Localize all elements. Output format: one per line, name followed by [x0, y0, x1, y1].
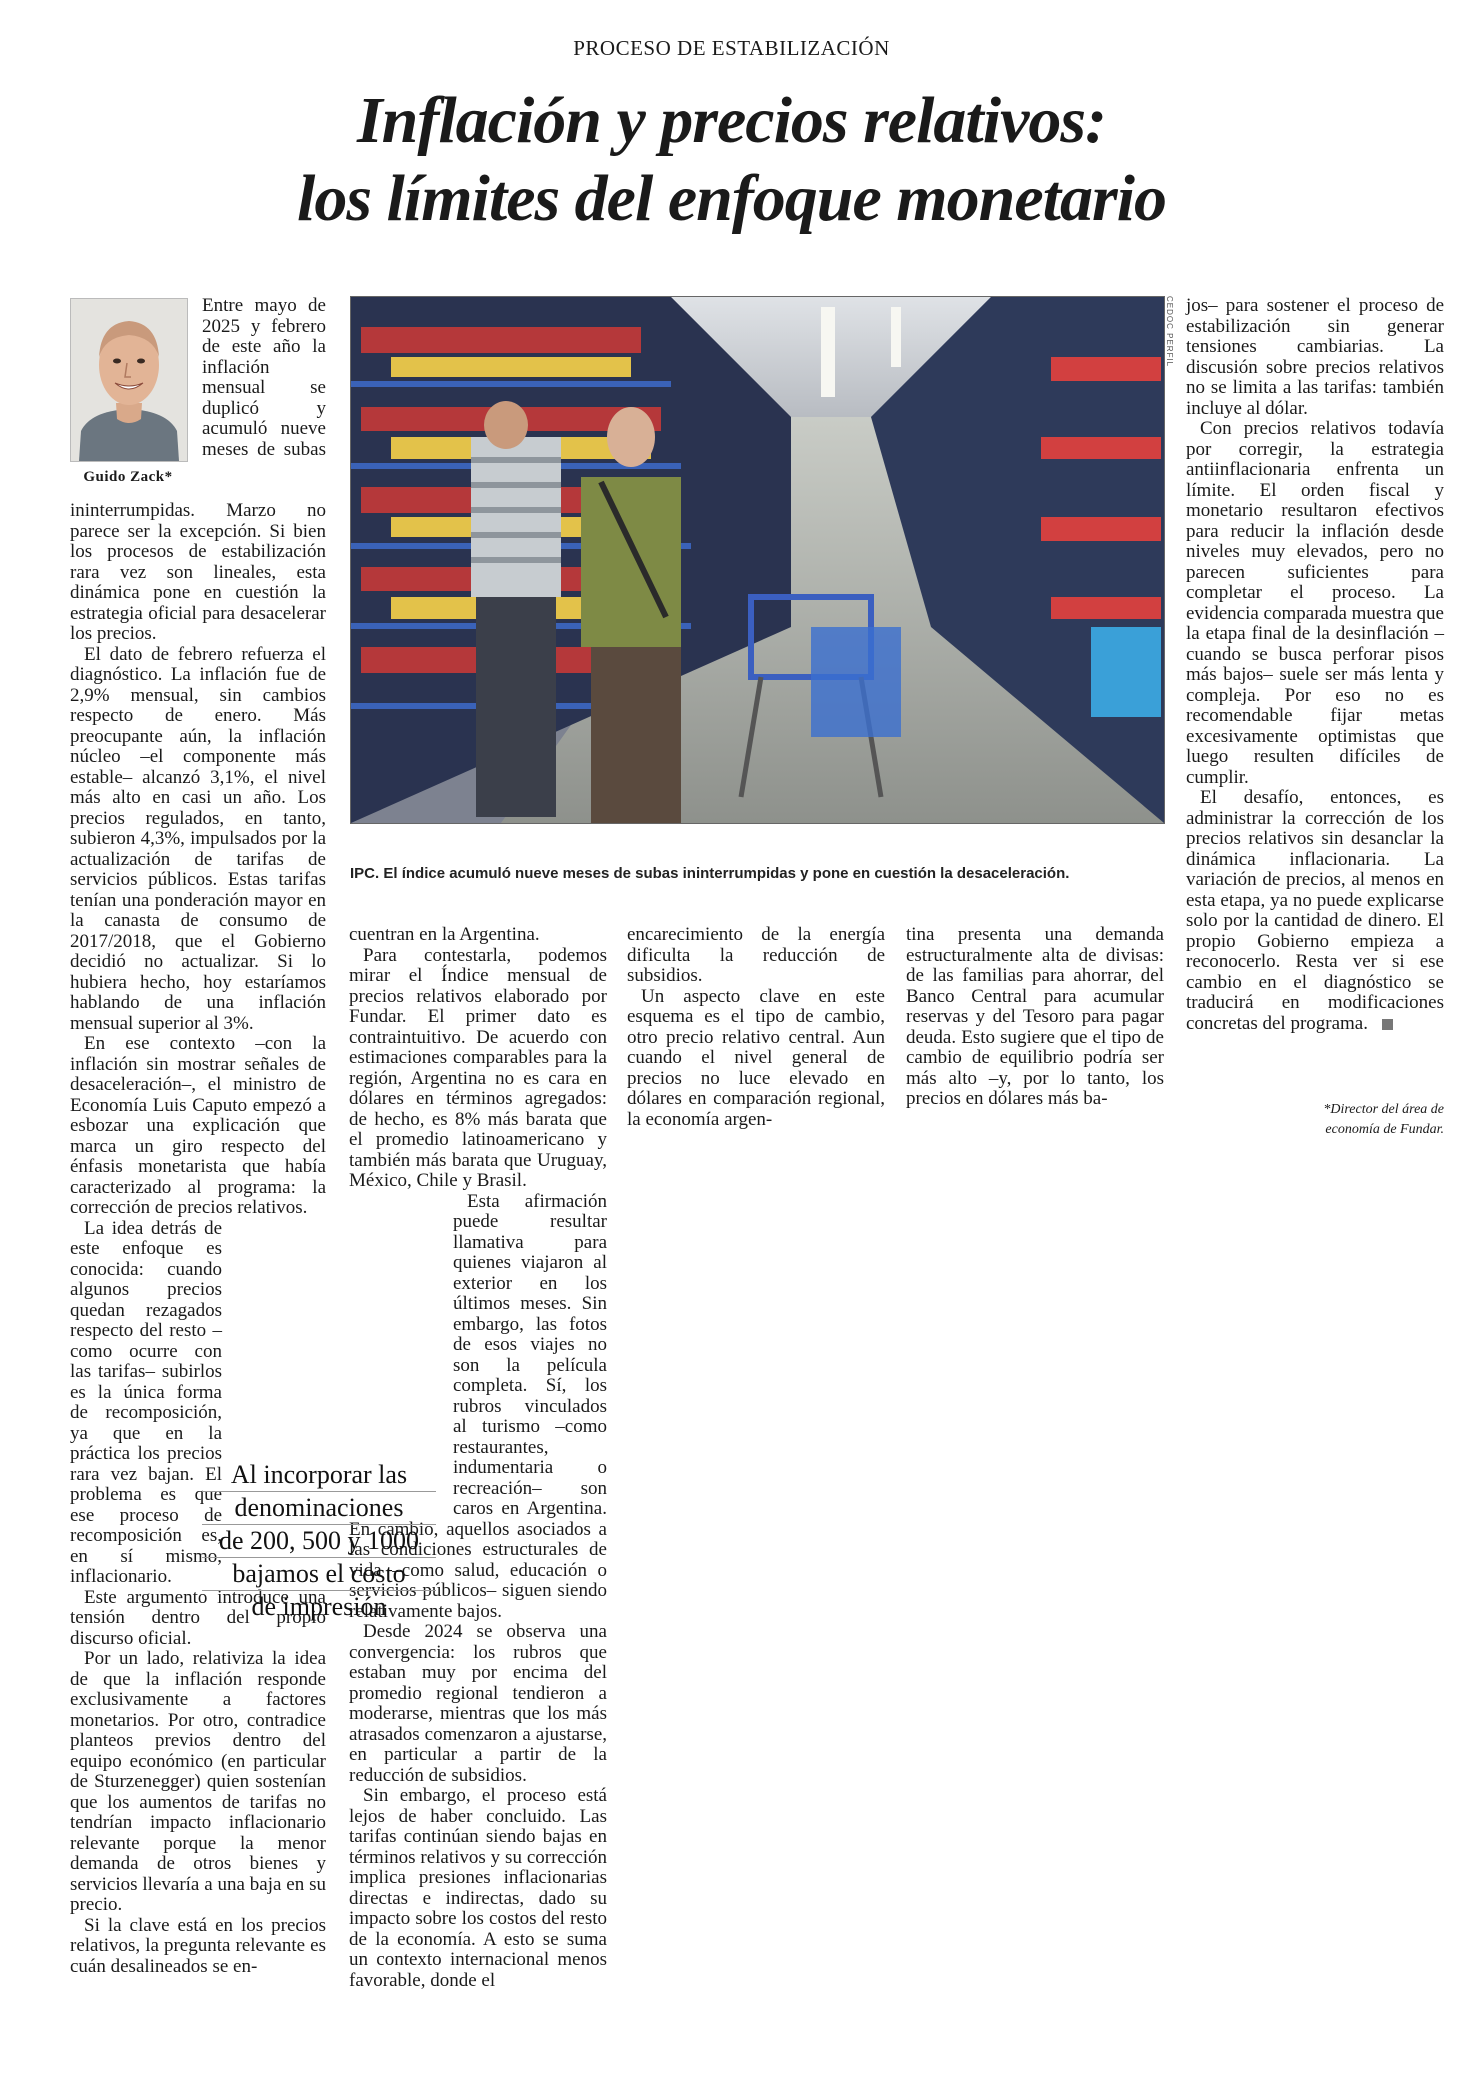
caption-label: IPC.	[350, 865, 380, 882]
pull-quote-line: bajamos el costo	[202, 1558, 436, 1591]
paragraph: La idea detrás de este enfoque es conocida: cuando algunos precios quedan rezagados respecto del resto –como ocurre con las tarifas– subirlos es la única forma de recomposición, ya que en la práctica los precios rara vez bajan. El problema es que ese proceso de recomposición es, en sí mismo, inflacionario.	[70, 1217, 222, 1587]
author-name: Guido Zack*	[83, 469, 173, 485]
section-kicker: PROCESO DE ESTABILIZACIÓN	[573, 36, 890, 60]
paragraph: En ese contexto –con la inflación sin mostrar señales de desaceleración–, el ministro de Economía Luis Caputo empezó a esbozar una explicación que marca un giro respecto del énfasis monetarista que había caracterizado al programa: la corrección de precios relativos.	[70, 1033, 326, 1218]
headline-line-1: Inflación y precios relativos:	[356, 84, 1107, 157]
paragraph: Por un lado, relativiza la idea de que la inflación responde exclusivamente a factores monetarios. Por otro, contradice planteos previos dentro del equipo económico (en particular de Sturzenegger) quien sostenían que los aumentos de tarifas no tendrían impacto inflacionario relevante porque la menor demanda de otros bienes y servicios llevaría a una baja en su precio.	[70, 1648, 326, 1915]
headline-line-2: los límites del enfoque monetario	[297, 162, 1166, 235]
paragraph: Para contestarla, podemos mirar el Índice mensual de precios relativos elaborado por Fundar. El primer dato es contraintuitivo. De acuerdo con estimaciones comparables para la región, Argentina no es cara en dólares en términos agregados: de hecho, es 8% más barata que el promedio latinoamericano y también más barata que Uruguay, México, Chile y Brasil.	[349, 944, 607, 1191]
paragraph: Esta afirmación puede resultar llamativa para quienes viajaron al exterior en los últimos meses. Sin embargo, las fotos de esos viajes no son la película completa. Sí, los rubros vinculados al turismo –como restaurantes, indumentaria o recreación– son caros en Argentina. En cambio, aquellos asociados a las condiciones estructurales de vida –como salud, educación o servicios públicos– siguen siendo relativamente bajos.	[349, 1190, 607, 1622]
article-column-3	[627, 925, 885, 1130]
paragraph: jos– para sostener el proceso de estabilización sin generar tensiones cambiarias. La discusión sobre precios relativos no se limita a las tarifas: también incluye al dólar.	[1186, 295, 1444, 419]
pull-quote	[202, 1459, 436, 1623]
article-column-5	[1186, 296, 1444, 1034]
caption-text: El índice acumuló nueve meses de subas ininterrumpidas y pone en cuestión la desaceleración.	[383, 865, 1070, 882]
pull-quote-line: denominaciones	[202, 1492, 436, 1525]
paragraph: cuentran en la Argentina.	[349, 924, 540, 945]
paragraph: encarecimiento de la energía dificulta la reducción de subsidios.	[627, 924, 885, 986]
paragraph: El dato de febrero refuerza el diagnóstico. La inflación fue de 2,9% mensual, sin cambios respecto de enero. Más preocupante aún, la inflación núcleo –el componente más estable– alcanzó 3,1%, el nivel más alto en casi un año. Los precios regulados, en tanto, subieron 4,3%, impulsados por la actualización de tarifas de servicios públicos. Estas tarifas tenían una ponderación mayor en la canasta de consumo de 2017/2018, que el Gobierno decidió no actualizar. Si lo hubiera hecho, hoy estaríamos hablando de una inflación mensual superior al 3%.	[70, 643, 326, 1034]
article-column-1	[70, 296, 326, 1977]
paragraph: tina presenta una demanda estructuralmente alta de divisas: de las familias para ahorrar, del Banco Central para acumular reservas y del Tesoro para pagar deuda. Esto sugiere que el tipo de cambio de equilibrio podría ser más alto –y, por lo tanto, los precios en dólares más ba-	[906, 924, 1164, 1109]
supermarket-aisle-image	[351, 297, 1164, 823]
footnote-line-2: economía de Fundar.	[1325, 1122, 1444, 1137]
paragraph: Si la clave está en los precios relativos, la pregunta relevante es cuán desalineados se en-	[70, 1914, 326, 1977]
paragraph: Sin embargo, el proceso está lejos de haber concluido. Las tarifas continúan siendo bajas en términos relativos y su corrección implica presiones inflacionarias directas e indirectas, dado su impacto sobre los costos del resto de la economía. A esto se suma un contexto internacional menos favorable, donde el	[349, 1785, 607, 1991]
paragraph: Entre mayo de 2025 y febrero de este año la inflación mensual se duplicó y acumuló nueve meses de subas ininterrumpidas. Marzo no parece ser la excepción. Si bien los procesos de estabilización rara vez son lineales, esta dinámica pone en cuestión la estrategia oficial para desacelerar los precios.	[70, 295, 326, 644]
photo-caption	[350, 865, 1163, 882]
footnote-line-1: *Director del área de	[1323, 1102, 1444, 1117]
paragraph: Desde 2024 se observa una convergencia: los rubros que estaban muy por encima del promedio regional tendieron a moderarse, mientras que los más atrasados comenzaron a ajustarse, en particular a partir de la reducción de subsidios.	[349, 1621, 607, 1786]
pull-quote-line: de 200, 500 y 1000	[202, 1525, 436, 1558]
paragraph: Un aspecto clave en este esquema es el tipo de cambio, otro precio relativo central. Aun cuando el nivel general de precios no luce elevado en dólares en comparación regional, la economía argen-	[627, 985, 885, 1130]
pull-quote-line: Al incorporar las	[202, 1459, 436, 1492]
pull-quote-line: de impresión	[251, 1592, 387, 1621]
article-column-2	[349, 925, 607, 1991]
end-mark-icon	[1382, 1019, 1393, 1030]
supermarket-photo	[350, 296, 1165, 824]
photo-credit: CEDOC PERFIL	[1165, 296, 1174, 368]
paragraph-text: El desafío, entonces, es administrar la corrección de los precios relativos sin desanclar la dinámica inflacionaria. La variación de precios, al menos en esta etapa, ya no puede explicarse solo por la cantidad de dinero. El propio Gobierno empieza a reconocerlo. Resta ver si ese cambio en el diagnóstico se traducirá en modificaciones concretas del programa.	[1186, 787, 1444, 1034]
paragraph: Con precios relativos todavía por corregir, la estrategia antiinflacionaria enfrenta un límite. El orden fiscal y monetario resultaron efectivos para reducir la inflación desde niveles muy elevados, pero no parecen suficientes para completar el proceso. La evidencia comparada muestra que la etapa final de la desinflación –cuando se busca perforar pisos más bajos– suele ser más lenta y compleja. Por eso no es recomendable fijar metas excesivamente optimistas que luego resulten difíciles de cumplir.	[1186, 418, 1444, 788]
paragraph	[1186, 788, 1444, 1034]
author-footnote	[1186, 1100, 1444, 1140]
article-column-4	[906, 925, 1164, 1110]
paragraph: Este argumento introduce una tensión dentro del propio discurso oficial.	[70, 1586, 326, 1649]
